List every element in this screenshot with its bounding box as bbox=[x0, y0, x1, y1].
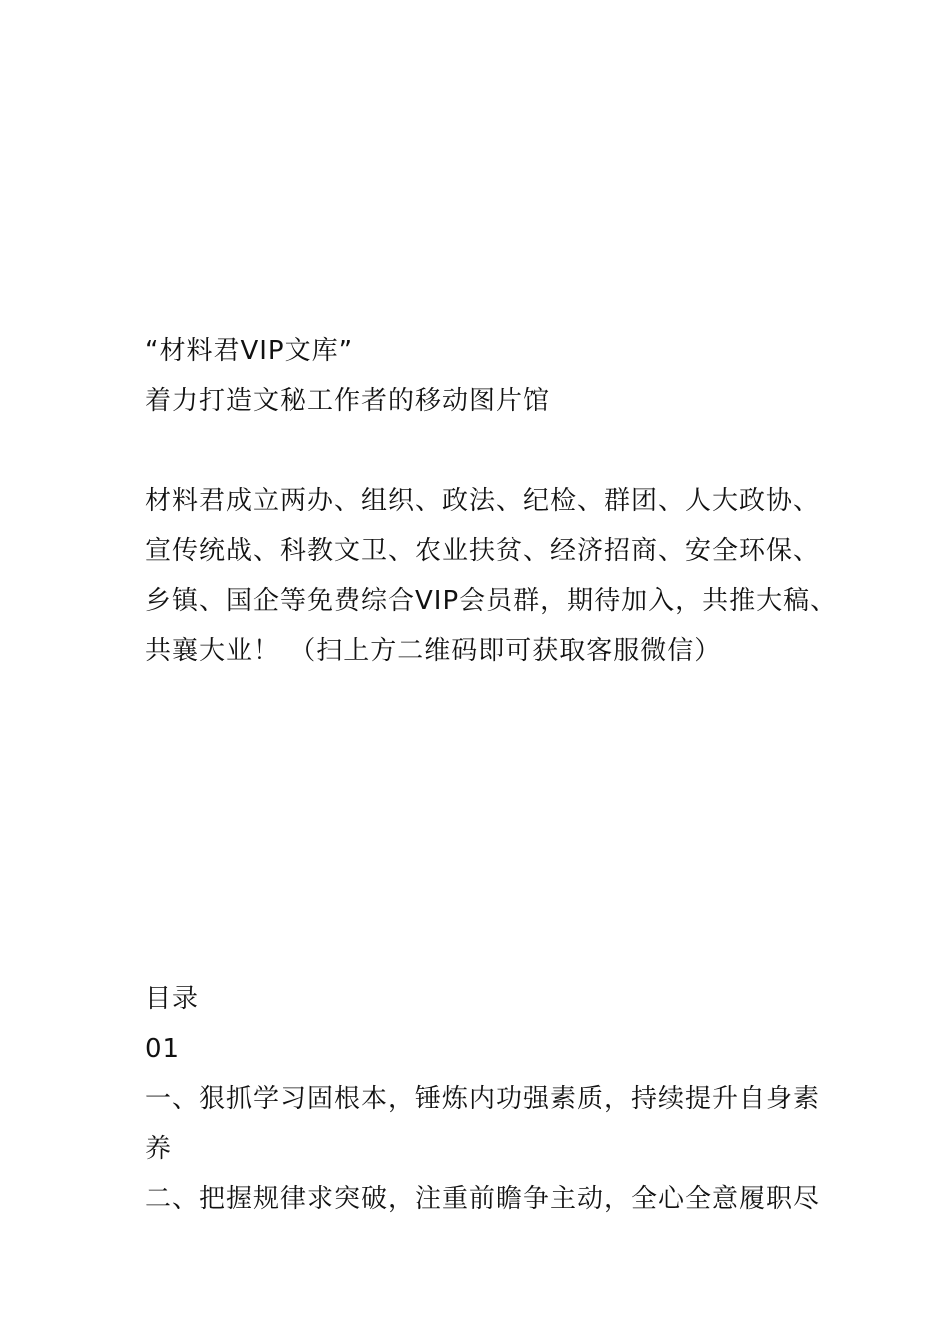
toc-item-1: 一、狠抓学习固根本，锤炼内功强素质，持续提升自身素 bbox=[145, 1084, 821, 1114]
intro-line-3: 乡镇、国企等免费综合VIP会员群，期待加入，共推大稿、 bbox=[145, 586, 838, 616]
toc-item-1-continued: 养 bbox=[145, 1134, 173, 1164]
brand-title: “材料君VIP文库” bbox=[145, 336, 354, 366]
intro-line-4: 共襄大业！ （扫上方二维码即可获取客服微信） bbox=[145, 636, 722, 666]
toc-item-2: 二、把握规律求突破，注重前瞻争主动，全心全意履职尽 bbox=[145, 1184, 821, 1214]
intro-line-1: 材料君成立两办、组织、政法、纪检、群团、人大政协、 bbox=[145, 486, 821, 516]
slogan: 着力打造文秘工作者的移动图片馆 bbox=[145, 386, 551, 416]
toc-section-number: 01 bbox=[145, 1034, 181, 1064]
intro-line-2: 宣传统战、科教文卫、农业扶贫、经济招商、安全环保、 bbox=[145, 536, 821, 566]
toc-title: 目录 bbox=[145, 984, 200, 1014]
